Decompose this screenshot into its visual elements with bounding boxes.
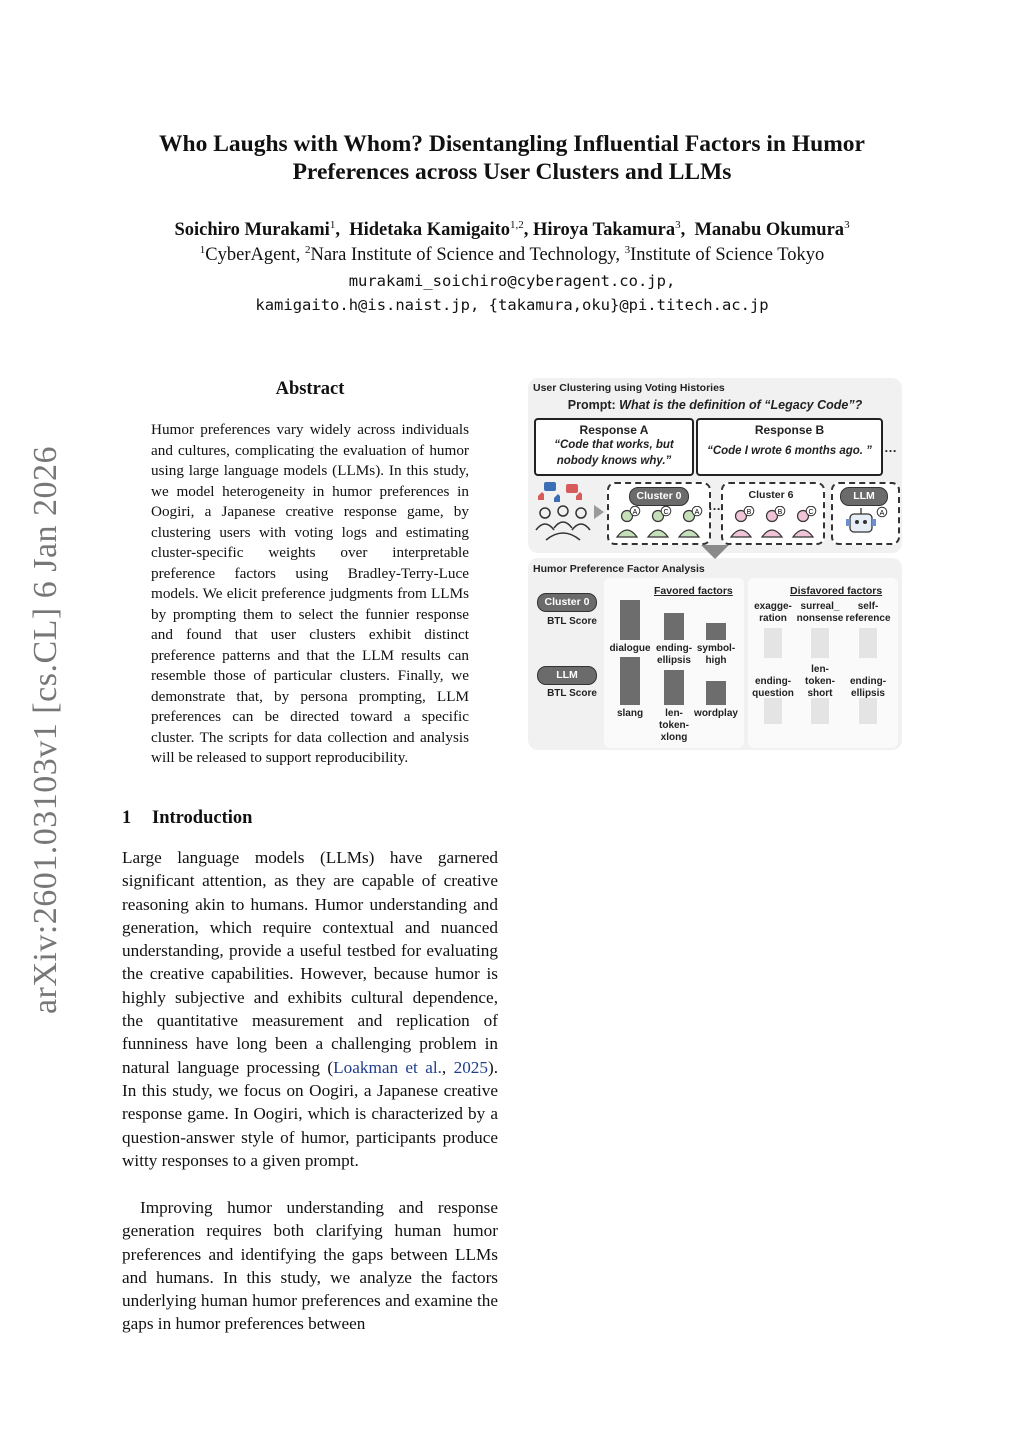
btl-bar-dialogue [620, 600, 640, 640]
disfavored-factor-label: ending- ellipsis [849, 676, 887, 699]
affiliation: Institute of Science Tokyo [630, 245, 825, 265]
section-heading-introduction [122, 808, 252, 829]
citation-link[interactable]: Loakman et al. [333, 1057, 442, 1077]
response-b-text: “Code I wrote 6 months ago. ” [707, 445, 872, 457]
intro-paragraph-2: Improving humor understanding and response generation requires both clarifying human humor preferences and identifying the gaps between LLMs and humans. In this study, we analyze the factors underlying human humor preferences and examine the gaps in humor preferences between [122, 1198, 498, 1334]
person-body [546, 533, 580, 540]
factor-label: wordplay [694, 708, 738, 719]
llm-pill: LLM [840, 487, 888, 506]
person-head [576, 508, 586, 518]
affil-sup: 1 [199, 244, 206, 256]
vote-letter: C [663, 509, 669, 516]
person-icon [731, 530, 751, 537]
figure-1 [528, 378, 902, 750]
cluster-0-voters [612, 506, 704, 540]
btl-bar-symbol-high [706, 623, 726, 640]
person-icon [762, 530, 782, 537]
disfavored-placeholder-bar [859, 628, 877, 658]
factor-label: symbol- high [696, 643, 736, 666]
disfavored-placeholder-bar [811, 698, 829, 724]
author-sup: 3 [675, 219, 681, 231]
disfavored-placeholder-bar [764, 698, 782, 724]
section-title: Introduction [152, 808, 253, 828]
figure-top-title: User Clustering using Voting Histories [533, 382, 725, 394]
person-head [540, 508, 550, 518]
person-icon [617, 530, 637, 537]
vote-letter: A [879, 510, 885, 517]
title-line-1: Who Laughs with Whom? Disentangling Influential Factors in Humor [159, 131, 865, 157]
response-a-line1: “Code that works, but [554, 439, 674, 451]
affiliations: $^1$CyberAgent, $^2$Nara Institute of Science and Technology, $^3$Institute of Science Tokyo [199, 244, 825, 265]
author-sup: 3 [844, 219, 850, 231]
prompt-label: Prompt: [567, 398, 620, 412]
arrow-right-icon [593, 504, 605, 520]
abstract-heading: Abstract [275, 379, 345, 399]
person-head [558, 506, 568, 516]
affil-sup: 3 [624, 244, 631, 256]
disfavored-placeholder-bar [764, 628, 782, 658]
disfavored-placeholder-bar [811, 628, 829, 658]
intro-text: ). In this study, we focus on Oogiri, a Japanese creative response game. In Oogiri, which is characterized by a question-answer style of humor, participants produce witty responses to a given prompt. [122, 1057, 499, 1170]
affil-sup: 2 [304, 244, 311, 256]
vote-letter: A [694, 509, 700, 516]
llm-row-pill: LLM [537, 666, 597, 685]
author-sup: 1 [329, 219, 336, 231]
factor-label: dialogue [609, 643, 651, 654]
arxiv-identifier: arXiv:2601.03103v1 [cs.CL] 6 Jan 2026 [27, 445, 64, 1015]
author-name: Manabu Okumura [694, 220, 845, 240]
citation-separator: , [441, 1057, 454, 1077]
cluster-6-voters [726, 506, 818, 540]
btl-bar-ending-ellipsis [664, 613, 684, 640]
robot-icon [846, 506, 892, 538]
more-responses-ellipsis: … [884, 440, 897, 455]
thumbs-up-icon [554, 494, 560, 502]
vote-letter: C [808, 509, 814, 516]
person-icon [793, 530, 813, 537]
intro-text: Large language models (LLMs) have garnered significant attention, as they are capable of creative reasoning akin to humans. Humor understanding and generation, which require contextual and nuanced understanding, provide a useful testbed for evaluating the creative capabilities. However, because humor is highly subjective and exhibits cultural dependence, the quantitative measurement and replication of funniness have long been a challenging problem in natural language processing ( [122, 848, 498, 1077]
cluster-0-row-pill: Cluster 0 [537, 593, 597, 612]
thumbs-up-icon [576, 492, 582, 500]
favored-factors-header: Favored factors [654, 585, 733, 597]
response-b-box [696, 418, 883, 476]
disfavored-factor-label: surreal_ nonsense [796, 601, 844, 624]
disfavored-factors-header: Disfavored factors [790, 585, 883, 597]
figure-bottom-title: Humor Preference Factor Analysis [533, 563, 705, 575]
author-sup: 1,2 [510, 219, 524, 231]
clusters-ellipsis: … [708, 498, 721, 513]
person-body [554, 522, 572, 528]
speech-bubble-icon [544, 482, 556, 491]
response-a-label: Response A [579, 423, 649, 437]
author-name: Hidetaka Kamigaito [349, 220, 511, 240]
vote-letter: B [777, 509, 783, 516]
intro-paragraph-1 [122, 846, 498, 1172]
email-line-1: murakami_soichiro@cyberagent.co.jp, [348, 272, 676, 290]
response-a-line2: nobody knows why.” [556, 455, 672, 467]
disfavored-factor-label: ending- question [752, 676, 794, 699]
disfavored-factor-label: len- token- short [805, 664, 835, 699]
affiliation: CyberAgent [205, 245, 296, 265]
response-a-box [534, 418, 694, 476]
person-icon [679, 530, 699, 537]
user-crowd-icon [532, 480, 594, 542]
person-body [536, 524, 554, 530]
author-list: Soichiro Murakami$^1$, Hidetaka Kamigaito$^{1,2}$, Hiroya Takamura$^3$, Manabu Okumura$^3$ [174, 219, 850, 240]
abstract-text: Humor preferences vary widely across individuals and cultures, complicating the evaluation of humor using large language models (LLMs). In this study, we model heterogeneity in humor preferences in Oogiri, a Japanese creative response game, by clustering users with voting logs and estimating cluster-specific weights over interpretable preference factors using Bradley-Terry-Luce models. We elicit preference judgments from LLMs by prompting them to select the funnier response and found that user clusters exhibit distinct preference patterns and that the LLM results can resemble those of particular clusters. Finally, we demonstrate that, by persona prompting, LLM preferences can be directed toward a specific cluster. The scripts for data collection and analysis will be released to support reproducibility. [151, 421, 469, 766]
cluster-0-pill: Cluster 0 [629, 487, 689, 506]
email-line-2: kamigaito.h@is.naist.jp, {takamura,oku}@pi.titech.ac.jp [255, 296, 769, 314]
btl-bar-len-token-xlong [664, 670, 684, 705]
author-name: Soichiro Murakami [174, 220, 330, 240]
affiliation: Nara Institute of Science and Technology [310, 245, 616, 265]
btl-bar-slang [620, 657, 640, 705]
response-b-label: Response B [754, 423, 825, 437]
citation-year-link[interactable]: 2025 [453, 1057, 488, 1077]
title-line-2: Preferences across User Clusters and LLMs [292, 159, 732, 185]
person-icon [648, 530, 668, 537]
prompt-text: What is the definition of “Legacy Code”? [619, 398, 863, 412]
btl-score-label: BTL Score [547, 688, 597, 699]
btl-score-label: BTL Score [547, 616, 597, 627]
author-name: Hiroya Takamura [533, 220, 676, 240]
paper-title [110, 130, 914, 186]
cluster-6-label: Cluster 6 [748, 489, 794, 501]
person-body [572, 524, 590, 530]
speech-bubble-icon [566, 484, 578, 493]
vote-letter: B [746, 509, 752, 516]
arrow-down-icon [700, 544, 730, 560]
factor-label: len- token- xlong [659, 708, 689, 743]
thumbs-up-icon [538, 492, 544, 500]
section-number: 1 [122, 808, 132, 828]
factor-label: ending- ellipsis [655, 643, 693, 666]
factor-label: slang [616, 708, 644, 719]
arxiv-sidebar [16, 440, 76, 1020]
vote-letter: A [632, 509, 638, 516]
figure-prompt [528, 398, 902, 412]
disfavored-factor-label: exagge- ration [754, 601, 792, 624]
disfavored-placeholder-bar [859, 698, 877, 724]
btl-bar-wordplay [706, 681, 726, 705]
disfavored-factor-label: self- reference [845, 601, 891, 624]
